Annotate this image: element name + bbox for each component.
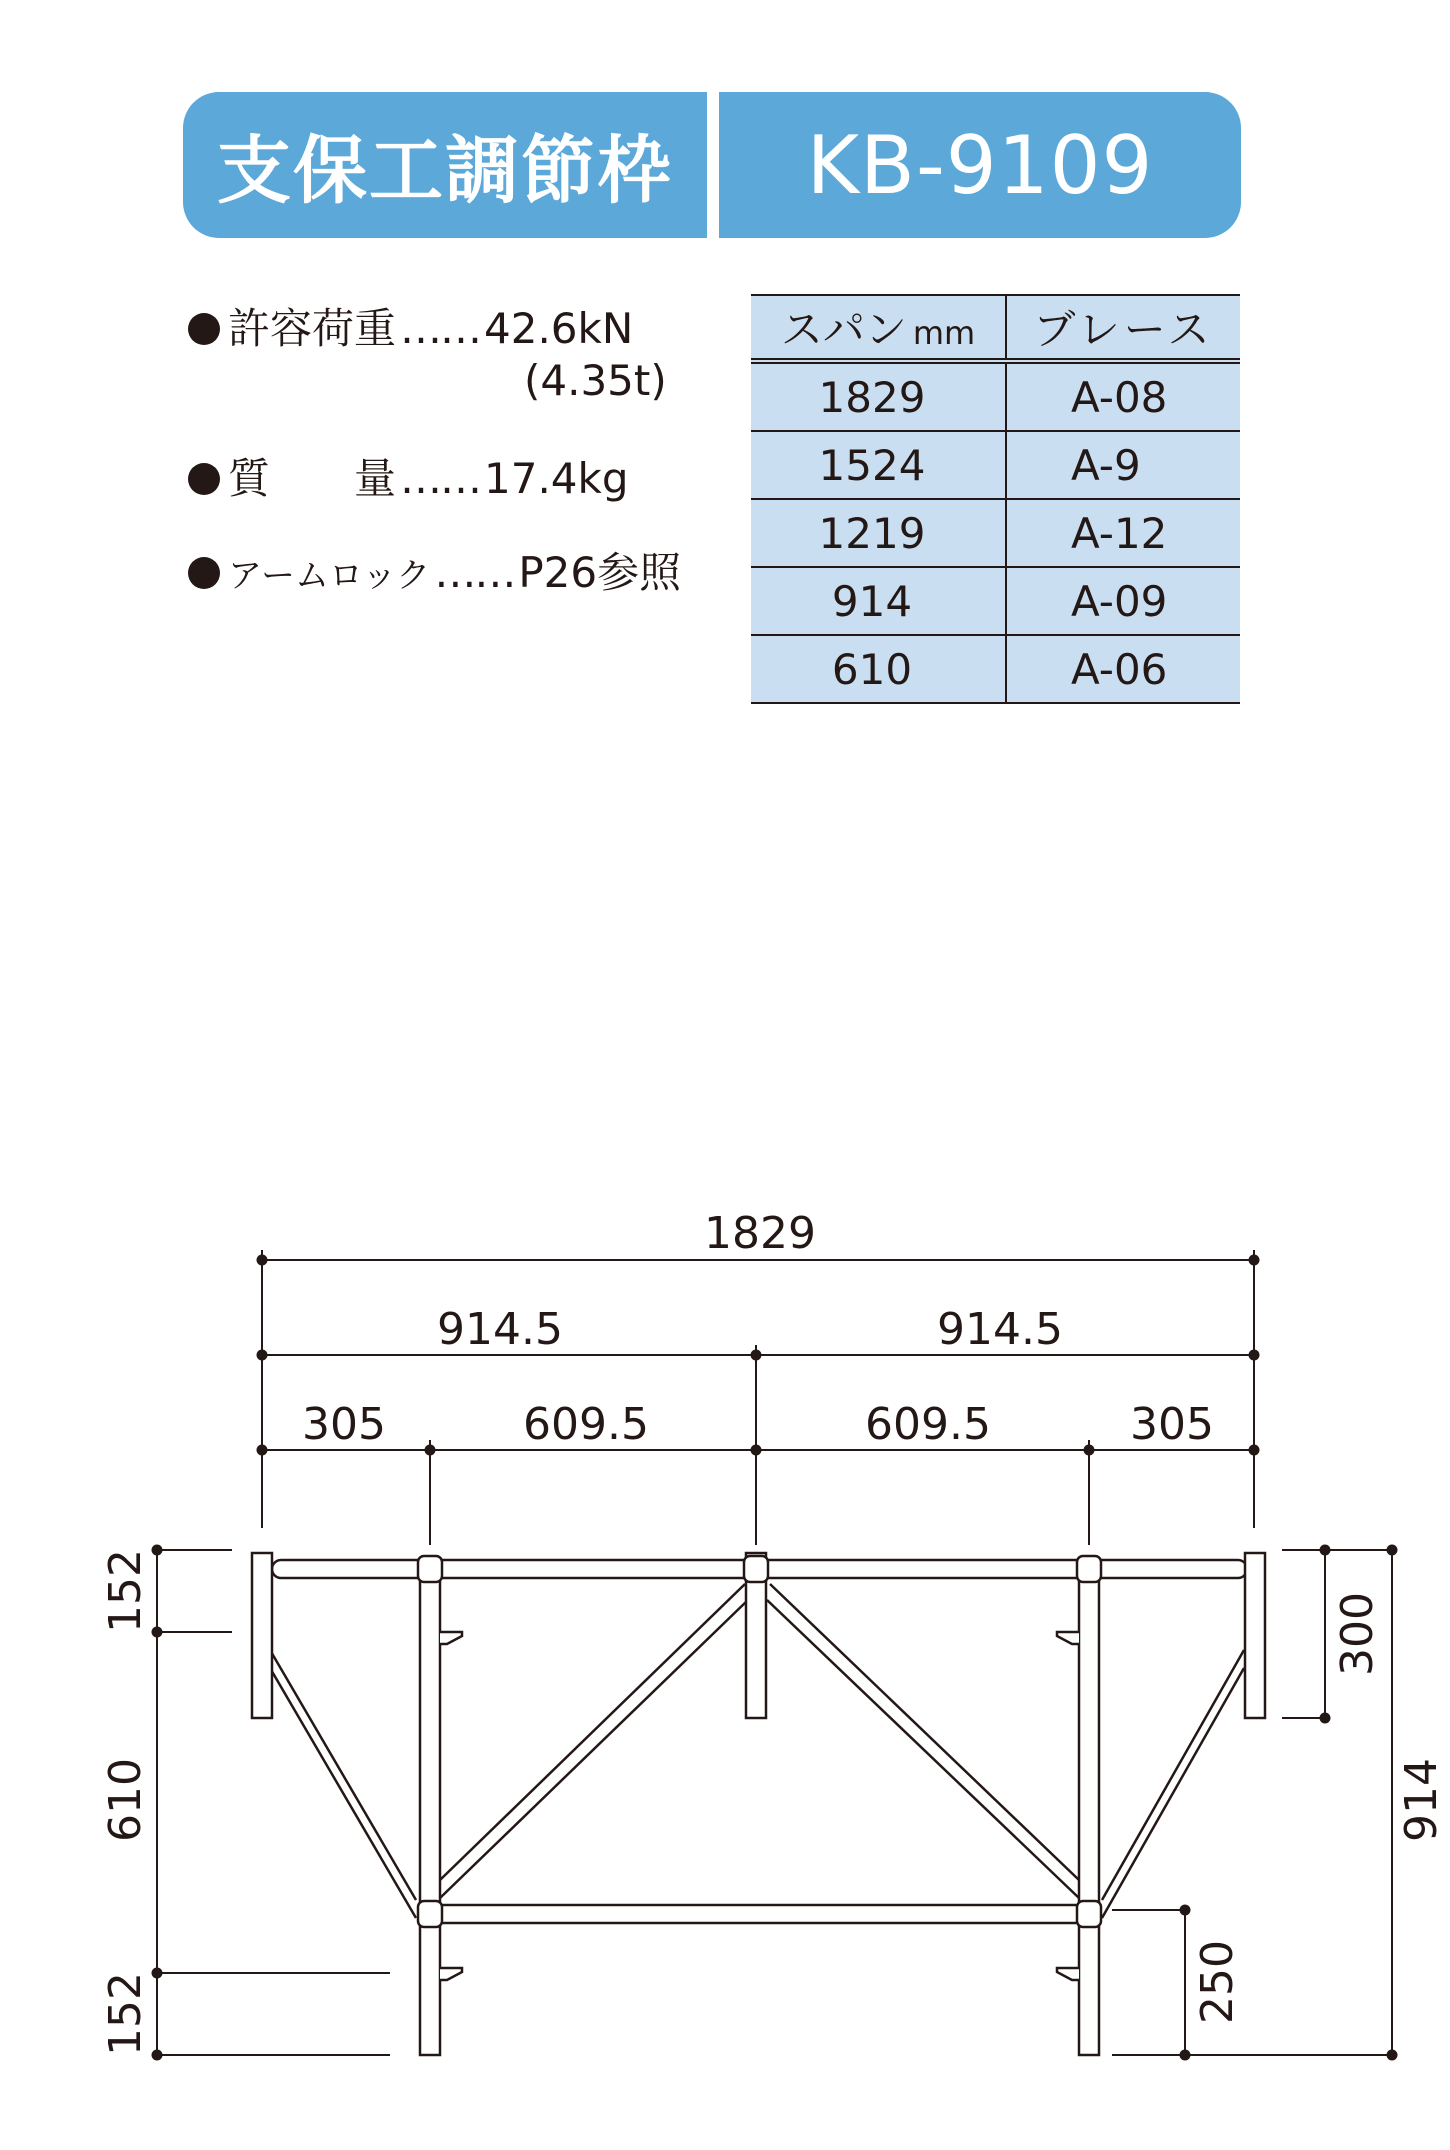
dim-half-left: 914.5 (437, 1304, 563, 1355)
brace-cell: A-06 (1006, 635, 1240, 703)
mass-value: 17.4kg (484, 454, 629, 503)
post-right-outer (1245, 1553, 1265, 1718)
span-cell: 1219 (751, 499, 1006, 567)
brace-cell: A-9 (1006, 431, 1240, 499)
span-cell: 914 (751, 567, 1006, 635)
brace-cell: A-08 (1006, 361, 1240, 431)
model-number: KB-9109 (806, 118, 1154, 212)
header-span-label: スパン (780, 305, 907, 354)
dim-left-middle: 610 (100, 1758, 151, 1842)
leader-dots: …… (400, 454, 481, 503)
armlock-label: アームロック (228, 556, 431, 596)
dim-right-overall: 914 (1396, 1758, 1447, 1842)
lower-rail (432, 1905, 1084, 1923)
dim-seg-left-outer: 305 (302, 1399, 386, 1450)
span-cell: 1829 (751, 361, 1006, 431)
brace-right-inner (767, 1584, 1079, 1898)
span-cell: 1524 (751, 431, 1006, 499)
dim-seg-right-outer: 305 (1130, 1399, 1214, 1450)
dim-half-right: 914.5 (937, 1304, 1063, 1355)
dim-left-bottom: 152 (100, 1972, 151, 2056)
brace-cell: A-12 (1006, 499, 1240, 567)
dimension-lines (152, 1250, 1397, 2055)
load-value-sub: (4.35t) (524, 356, 667, 405)
post-right-inner (1079, 1560, 1099, 2055)
brace-cell: A-09 (1006, 567, 1240, 635)
dim-overall-width: 1829 (704, 1208, 816, 1259)
brace-left-inner (440, 1584, 748, 1898)
load-value: 42.6kN (484, 304, 634, 353)
armlock-value: P26参照 (518, 548, 682, 597)
leader-dots: …… (434, 548, 515, 597)
dim-seg-right-inner: 609.5 (865, 1399, 991, 1450)
dim-right-lower: 250 (1192, 1940, 1243, 2024)
brace-left-outer (270, 1650, 416, 1918)
post-left-inner (420, 1560, 440, 2055)
dim-left-top: 152 (100, 1549, 151, 1633)
frame-structure (252, 1553, 1265, 2055)
dimension-dots (152, 1255, 1398, 2061)
post-left-outer (252, 1553, 272, 1718)
dim-right-post: 300 (1332, 1592, 1383, 1676)
product-title: 支保工調節枠 (217, 128, 673, 214)
span-cell: 610 (751, 635, 1006, 703)
load-label: 許容荷重 (228, 304, 397, 353)
header-span-unit: mm (912, 314, 976, 352)
header-brace: ブレース (1006, 295, 1240, 361)
mass-label: 質 量 (228, 454, 397, 503)
dim-seg-left-inner: 609.5 (523, 1399, 649, 1450)
brace-right-outer (1102, 1650, 1244, 1918)
leader-dots: …… (400, 304, 481, 353)
